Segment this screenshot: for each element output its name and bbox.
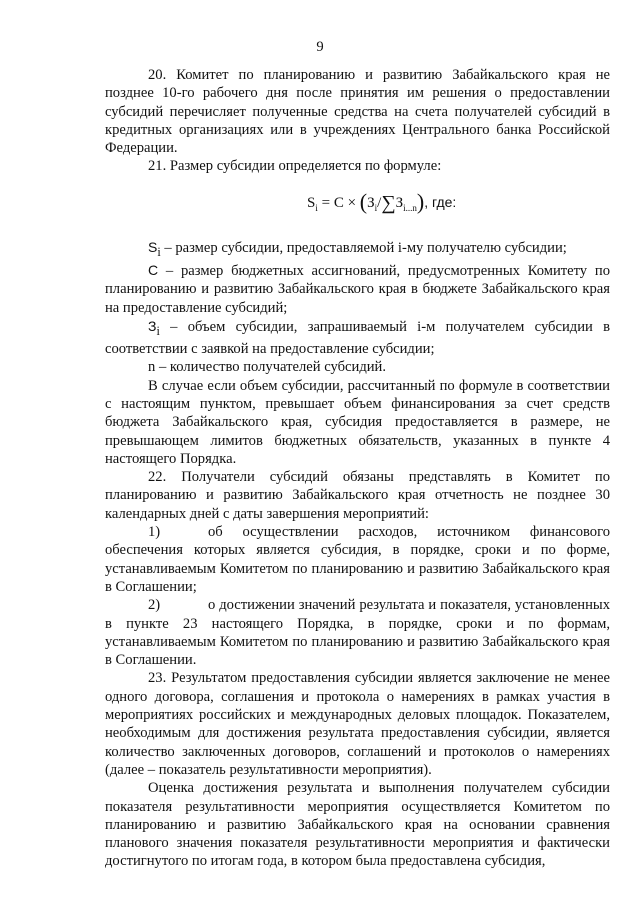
def-s-symbol: S [148,238,158,255]
item-1-number: 1) [148,524,161,541]
paragraph-23: 23. Результатом предоставления субсидии является заключение не менее одного договора, соглашения и протокола о намерениях в рамках участия в мероприятиях российских и международных деловых площадок. Показателем, необходимым для достижения результата предоставления субсидии, является количество заключенных договоров, соглашений и протоколов о намерениях (далее – показатель результативности мероприятия). [105,670,610,778]
formula-s: S [307,194,316,211]
formula-open: ( [359,188,368,214]
formula-z: З [367,194,375,211]
formula-eq: = C × [317,194,360,211]
def-z-symbol: З [148,317,157,334]
item-2-number: 2) [148,597,161,614]
def-s-sub: i [157,244,161,259]
paragraph-evaluation: Оценка достижения результата и выполнения получателем субсидии показателя результативности мероприятия осуществляется Комитетом по планированию и развитию Забайкальского края на основании сравнения планового значения показателя результативности мероприятия и фактически достигнутого по итогам года, в котором была предоставлена субсидия, [105,780,610,870]
def-c-symbol: C [148,261,159,278]
paragraph-20: 20. Комитет по планированию и развитию Забайкальского края не позднее 10-го рабочего дня после принятия им решения о предоставлении субсидий перечисляет полученные средства на счета получателей субсидий в кредитных организациях или в учреждениях Центрального банка Российской Федерации. [105,67,610,157]
def-c-text: – размер бюджетных ассигнований, предусмотренных Комитету по планированию и развитию Забайкальского края в бюджете Забайкальского края на предоставление субсидий; [105,262,610,316]
subsidy-formula [105,188,610,216]
list-item-1 [105,523,610,596]
formula-sum: ∑ [381,191,396,214]
formula-s-sub: i [315,202,318,213]
page-number: 9 [316,39,324,55]
definition-c [105,261,610,317]
formula-close: ) [416,188,425,214]
formula-z2-sub: i...n [403,202,417,213]
formula-z2: З [395,194,404,211]
formula-z-sub: i [374,202,378,213]
def-z-sub: i [156,323,160,338]
formula-suffix: , где: [424,193,457,210]
item-2-text: о достижении значений результата и показателя, установленных в пункте 23 настоящего Порядка, в порядке, сроки и по формам, устанавливаемым Комитетом по планированию и развитию Забайкальского края в Соглашении. [105,597,610,669]
formula-slash: / [377,194,382,211]
document-body [105,66,610,871]
def-z-text: – объем субсидии, запрашиваемый i-м получателем субсидии в соответствии с заявкой на предоставление субсидии; [105,318,610,358]
def-s-text: – размер субсидии, предоставляемой i-му получателю субсидии; [160,239,567,256]
definition-s [105,238,610,261]
definition-z [105,317,610,359]
paragraph-21: 21. Размер субсидии определяется по формуле: [148,158,442,175]
list-item-2 [105,596,610,669]
paragraph-22: 22. Получатели субсидий обязаны представлять в Комитет по планированию и развитию Забайкальского края отчетность не позднее 30 календарных дней с даты завершения мероприятий: [105,469,610,522]
paragraph-case: В случае если объем субсидии, рассчитанный по формуле в соответствии с настоящим пунктом, превышает объем финансирования за счет средств бюджета Забайкальского края, субсидия предоставляется в размере, не превышающем лимитов бюджетных обязательств, указанных в пункте 4 настоящего Порядка. [105,377,610,467]
definition-n: n – количество получателей субсидий. [148,359,387,376]
item-1-text: об осуществлении расходов, источником финансового обеспечения которых является субсидия, в порядке, сроки и по форме, устанавливаемым Комитетом по планированию и развитию Забайкальского края в Соглашении; [105,524,610,595]
